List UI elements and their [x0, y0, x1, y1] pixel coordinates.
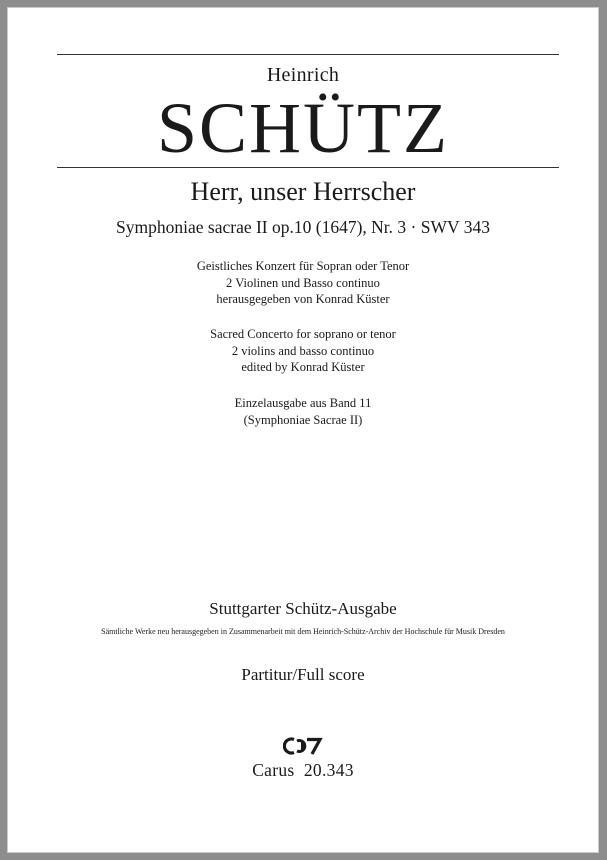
german-line: 2 Violinen und Basso continuo: [226, 275, 380, 290]
german-description: [7, 258, 599, 308]
german-line: herausgegeben von Konrad Küster: [216, 292, 390, 306]
german-line: Geistliches Konzert für Sopran oder Tenor: [196, 259, 410, 273]
series-name: Stuttgarter Schütz-Ausgabe: [209, 599, 397, 618]
composer-first-name: Heinrich: [266, 64, 340, 86]
english-line: Sacred Concerto for soprano or tenor: [210, 327, 396, 341]
score-type: Partitur/Full score: [241, 665, 365, 684]
top-rule: [57, 54, 559, 55]
work-title: Herr, unser Herrscher: [190, 177, 416, 206]
title-rule: [57, 167, 559, 168]
work-subtitle: Symphoniae sacrae II op.10 (1647), Nr. 3 · SWV 343: [116, 217, 490, 237]
score-cover-page: [7, 7, 599, 853]
edition-line: (Symphoniae Sacrae II): [243, 412, 363, 427]
publisher-catalog-number: Carus 20.343: [252, 760, 354, 780]
english-line: edited by Konrad Küster: [241, 360, 365, 374]
edition-line: Einzelausgabe aus Band 11: [234, 396, 372, 410]
carus-logo-icon: [283, 735, 323, 757]
english-description: [7, 326, 599, 376]
english-line: 2 violins and basso continuo: [231, 343, 375, 358]
series-note: Sämtliche Werke neu herausgegeben in Zusammenarbeit mit dem Heinrich-Schütz-Archiv der Hochschule für Musik Dresden: [101, 627, 505, 636]
composer-last-name: SCHÜTZ: [156, 88, 450, 168]
edition-description: [7, 395, 599, 428]
